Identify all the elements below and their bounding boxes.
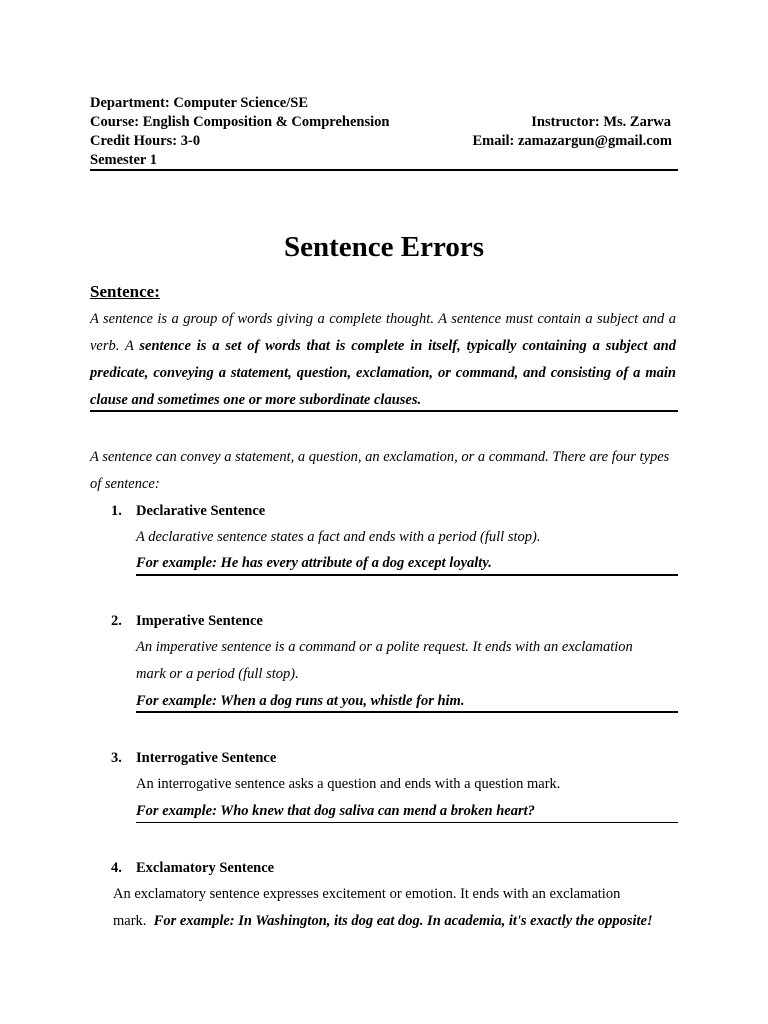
semester-label: Semester 1 [90,152,157,168]
type-3-title: Interrogative Sentence [136,750,277,766]
type-4-example: For example: In Washington, its dog eat dog. In academia, it's exactly the opposite! [153,913,653,929]
definition-bold: sentence is a set of words that is complete in itself, typically containing a subject and predicate, conveying a statement, question, exclamation, or command, and consisting of a main clause and sometimes one or more subordinate clauses. [90,338,676,408]
type-2-number: 2. [111,613,122,629]
department-label: Department: Computer Science/SE [90,95,309,111]
type-3-number: 3. [111,750,122,766]
type-3-divider [136,822,678,823]
email-label: Email: zamazargun@gmail.com [472,133,672,149]
course-label: Course: English Composition & Comprehension [90,114,390,130]
type-1-title: Declarative Sentence [136,503,266,519]
type-1-divider [136,574,678,576]
type-4-description-line-1: An exclamatory sentence expresses excitement or emotion. It ends with an exclamation [113,886,621,902]
credit-hours-label: Credit Hours: 3-0 [90,133,201,149]
definition-plain: A sentence is a group of words giving a complete thought. A sentence must contain a subject and a verb. A [90,311,676,354]
type-2-title: Imperative Sentence [136,613,263,629]
section-heading: Sentence: [90,282,160,301]
type-2-divider [136,711,678,713]
definition-divider [90,410,678,412]
type-2-description-line-2: mark or a period (full stop). [136,666,299,682]
type-4-number: 4. [111,860,122,876]
type-3-description: An interrogative sentence asks a question and ends with a question mark. [136,776,561,792]
type-4-title: Exclamatory Sentence [136,860,275,876]
type-2-description-line-1: An imperative sentence is a command or a polite request. It ends with an exclamation [136,639,633,655]
intro-paragraph: A sentence can convey a statement, a question, an exclamation, or a command. There are four types of sentence: [90,449,670,492]
definition-paragraph [90,306,676,414]
type-4-description-line-2-wrapper [113,908,653,935]
page-title: Sentence Errors [284,231,484,263]
type-4-description-line-2: mark. [113,913,147,929]
type-1-example: For example: He has every attribute of a dog except loyalty. [136,555,492,571]
header-divider [90,169,678,171]
type-3-example: For example: Who knew that dog saliva can mend a broken heart? [136,803,535,819]
type-1-number: 1. [111,503,122,519]
type-2-example: For example: When a dog runs at you, whistle for him. [136,693,465,709]
instructor-label: Instructor: Ms. Zarwa [531,114,671,130]
type-1-description: A declarative sentence states a fact and ends with a period (full stop). [136,529,541,545]
